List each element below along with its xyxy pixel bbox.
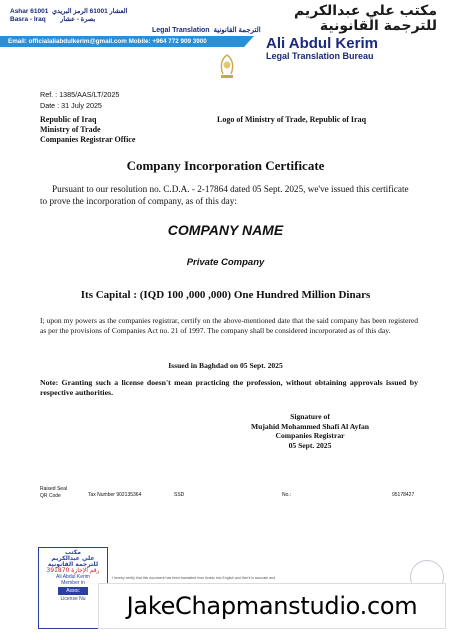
stamp-office: مكتب: [64, 549, 81, 556]
address-line2-ar: بصرة - عشار: [60, 16, 96, 23]
issuer-line1: Republic of Iraq: [40, 115, 97, 124]
no-label: No.:: [282, 492, 292, 498]
arabic-name-line2: للترجمة القانونية: [319, 18, 437, 34]
issuer-line3: Companies Registrar Office: [40, 135, 136, 144]
signature-name: Mujahid Mohammed Shafi Al Ayfan: [251, 421, 369, 431]
stamp-assoc: Assoc: [58, 587, 88, 595]
legal-translation-ar: الترجمة القانونية: [213, 27, 261, 34]
arabic-name-line1: مكتب علي عبدالكريم: [293, 3, 437, 19]
no-value: 95178427: [392, 492, 415, 498]
address-line2-en: Basra - Iraq: [10, 16, 46, 23]
issuer-block: [40, 115, 135, 145]
reference-number: Ref. : 1385/AAS/LT/2025: [40, 90, 120, 99]
brand-subtitle: Legal Translation Bureau: [266, 51, 374, 61]
reference-block: [40, 89, 119, 111]
issued-line: Issued in Baghdad on 05 Sept. 2025: [168, 361, 283, 370]
letterhead: [0, 0, 451, 60]
certification-paragraph: I; upon my powers as the companies registrar, certify on the above-mentioned date that the said company has been registered as per the provisions of Companies Act no. 21 of 1997. The company shall be considered incorporated as of this day.: [40, 316, 418, 335]
watermark: JakeChapmanstudio.com: [98, 583, 446, 629]
logo-note: Logo of Ministry of Trade, Republic of Iraq: [217, 115, 367, 124]
brand: [266, 36, 378, 61]
stamp-license-en: License Nu: [60, 596, 86, 602]
stamp-member: Member in: [61, 580, 85, 586]
contact-band-tail: [244, 36, 254, 47]
brand-name: Ali Abdul Kerim: [266, 35, 378, 52]
contact-band: [0, 36, 244, 47]
letterhead-address: [10, 8, 127, 24]
signature-label: Signature of: [290, 412, 330, 421]
reference-date: Date : 31 July 2025: [40, 101, 102, 110]
address-line1-en: Ashar 61001: [10, 8, 49, 15]
stamp-brand: Ali Abdul Kerim: [56, 574, 90, 580]
raised-seal-label: Raised Seal: [40, 486, 67, 492]
arabic-bureau-name: [294, 4, 437, 34]
company-type: Private Company: [186, 257, 265, 268]
translator-certification-line: I hereby certify that this document has been translated from Arabic into English and that it is accurate and: [112, 576, 276, 580]
signature-date: 05 Sept. 2025: [288, 440, 332, 450]
tax-number: Tax Number 902135364: [88, 492, 142, 498]
note-paragraph: Note: Granting such a license doesn't mean practicing the profession, without obtaining approvals issued by respective authorities.: [40, 378, 418, 397]
laurel-emblem-icon: [216, 52, 238, 80]
issuer-line2: Ministry of Trade: [40, 125, 101, 134]
company-name: COMPANY NAME: [167, 222, 284, 238]
signature-title: Companies Registrar: [275, 431, 345, 440]
legal-translation-en: Legal Translation: [152, 27, 210, 34]
stamp-license-ar: رقم الإجازة 391870: [46, 567, 100, 574]
legal-translation-label: [152, 26, 261, 34]
certificate-title: Company Incorporation Certificate: [126, 158, 325, 173]
footer-meta: [40, 486, 67, 499]
address-line1-ar: العشار 61001 الرمز البريدي: [51, 8, 128, 15]
signature-block: [220, 412, 400, 450]
company-capital: Its Capital : (IQD 100 ,000 ,000) One Hundred Million Dinars: [80, 289, 371, 301]
contact-text: Email: officialaliabdulkerim@gmail.com Mobile: +964 772 909 3900: [8, 37, 207, 45]
ssd-label: SSD: [174, 492, 185, 498]
intro-paragraph: Pursuant to our resolution no. C.D.A. - 2-17864 dated 05 Sept. 2025, we've issued this certificate to prove the incorporation of company, as of this day:: [40, 184, 409, 206]
qr-code-label: QR Code: [40, 492, 61, 499]
stamp-arabic-name: علي عبدالكريم للترجمة القانونية: [47, 555, 99, 568]
